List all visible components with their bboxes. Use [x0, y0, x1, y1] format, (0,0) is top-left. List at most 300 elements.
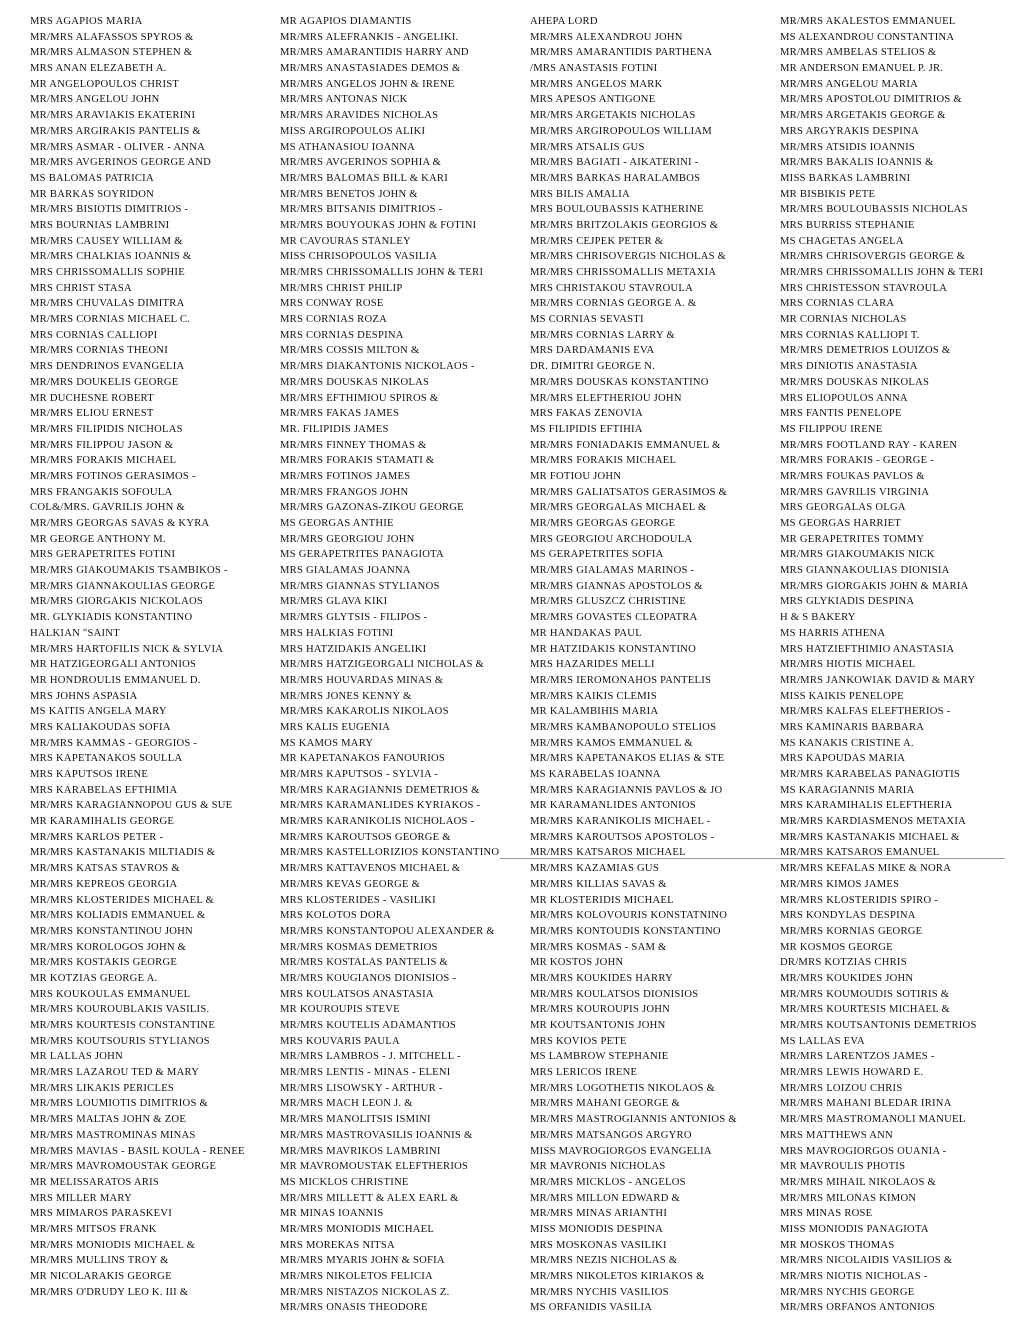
- donor-entry: MR/MRS ORFANOS ANTONIOS: [780, 1302, 935, 1314]
- donor-entry: MR/MRS KOUROUPIS JOHN: [530, 1004, 671, 1016]
- donor-entry: H & S BAKERY: [780, 612, 856, 624]
- donor-entry: MRS BURRISS STEPHANIE: [780, 219, 915, 231]
- donor-entry: MR KOSMOS GEORGE: [780, 941, 893, 953]
- donor-entry: MR/MRS ARGIROPOULOS WILLIAM: [530, 125, 712, 137]
- donor-entry: MR/MRS APOSTOLOU DIMITRIOS &: [780, 94, 962, 106]
- donor-entry: MISS ARGIROPOULOS ALIKI: [280, 125, 426, 137]
- donor-entry: MR/MRS KARLOS PETER -: [30, 831, 164, 843]
- donor-entry: MS KANAKIS CRISTINE A.: [780, 737, 914, 749]
- donor-entry: MR/MRS KIMOS JAMES: [780, 878, 900, 890]
- donor-entry: MR/MRS NISTAZOS NICKOLAS Z.: [280, 1286, 450, 1298]
- donor-entry: MR/MRS GLAVA KIKI: [280, 596, 388, 608]
- donor-entry: MR/MRS MILLETT & ALEX EARL &: [280, 1192, 459, 1204]
- donor-entry: MR/MRS FORAKIS MICHAEL: [530, 455, 677, 467]
- donor-entry: MR/MRS MAVRIKOS LAMBRINI: [280, 1145, 441, 1157]
- donor-entry: MR/MRS FOUKAS PAVLOS &: [780, 470, 925, 482]
- donor-entry: MR/MRS CEJPEK PETER &: [530, 235, 664, 247]
- donor-entry: MS GEORGAS HARRIET: [780, 518, 902, 529]
- donor-entry: MR/MRS KARANIKOLIS MICHAEL -: [530, 816, 711, 828]
- donor-entry: MR/MRS ANTONAS NICK: [280, 94, 408, 106]
- donor-entry: MR/MRS CAUSEY WILLIAM &: [30, 235, 183, 247]
- donor-entry: MRS BOURNIAS LAMBRINI: [30, 219, 170, 231]
- donor-entry: MR/MRS KOUTSOURIS STYLIANOS: [30, 1035, 210, 1047]
- donor-entry: MRS GIALAMAS JOANNA: [280, 565, 411, 577]
- donor-entry: MR/MRS DOUSKAS NIKOLAS: [280, 376, 430, 388]
- donor-entry: MRS KALIAKOUDAS SOFIA: [30, 721, 171, 733]
- donor-entry: MR/MRS KORNIAS GEORGE: [780, 925, 923, 937]
- donor-entry: MR/MRS NYCHIS GEORGE: [780, 1286, 915, 1298]
- donor-entry: MR/MRS MAHANI GEORGE &: [530, 1098, 681, 1110]
- donor-entry: MS CHAGETAS ANGELA: [780, 235, 904, 247]
- donor-entry: MS GERAPETRITES SOFIA: [530, 549, 664, 561]
- donor-entry: MR/MRS LENTIS - MINAS - ELENI: [280, 1067, 451, 1079]
- donor-entry: MR MAVRONIS NICHOLAS: [530, 1161, 666, 1173]
- donor-entry: MR/MRS IEROMONAHOS PANTELIS: [530, 674, 712, 686]
- donor-entry: MR/MRS COSSIS MILTON &: [280, 345, 420, 357]
- donor-entry: MR/MRS AMARANTIDIS PARTHENA: [530, 47, 713, 59]
- donor-entry: MR/MRS KOSTAKIS GEORGE: [30, 957, 178, 969]
- donor-entry: MR/MRS KAMBANOPOULO STELIOS: [530, 721, 717, 733]
- donor-entry: MR MINAS IOANNIS: [280, 1208, 384, 1220]
- donor-entry: MRS AGAPIOS MARIA: [30, 16, 143, 27]
- donor-entry: MRS GEORGALAS OLGA: [780, 502, 906, 514]
- donor-entry: MR/MRS GEORGAS GEORGE: [530, 518, 676, 529]
- donor-entry: MR GERAPETRITES TOMMY: [780, 533, 925, 545]
- donor-entry: MR/MRS MILLON EDWARD &: [530, 1192, 680, 1204]
- donor-entry: MRS FANTIS PENELOPE: [780, 408, 902, 420]
- donor-entry: MR/MRS FILIPPOU JASON &: [30, 439, 174, 451]
- donor-entry: MRS FRANGAKIS SOFOULA: [30, 486, 173, 498]
- donor-entry: MR/MRS KOUROUBLAKIS VASILIS.: [30, 1004, 210, 1016]
- donor-entry: MR AGAPIOS DIAMANTIS: [280, 16, 412, 27]
- donor-entry: MR/MRS ELIOU ERNEST: [30, 408, 154, 420]
- donor-entry: MR/MRS NIKOLETOS KIRIAKOS &: [530, 1271, 705, 1282]
- donor-entry: MR/MRS ATSIDIS IOANNIS: [780, 141, 916, 153]
- donor-entry: MRS MIMAROS PARASKEVI: [30, 1208, 173, 1220]
- donor-entry: MISS BARKAS LAMBRINI: [780, 172, 911, 184]
- donor-entry: MRS KOLOTOS DORA: [280, 910, 391, 922]
- donor-entry: MR/MRS CHRIST PHILIP: [280, 282, 403, 294]
- donor-entry: MR/MRS KOULATSOS DIONISIOS: [530, 988, 699, 1000]
- donor-entry: MR/MRS FORAKIS STAMATI &: [280, 455, 435, 467]
- donor-entry: MR/MRS GIANNAS STYLIANOS: [280, 580, 440, 592]
- donor-entry: MR/MRS BAGIATI - AIKATERINI -: [530, 157, 699, 169]
- donor-entry: MR/MRS KOSMAS DEMETRIOS: [280, 941, 438, 953]
- donor-entry: MRS KAPUTSOS IRENE: [30, 769, 149, 780]
- donor-entry: MR/MRS JANKOWIAK DAVID & MARY: [780, 674, 976, 686]
- donor-entry: MR/MRS LAZAROU TED & MARY: [30, 1067, 200, 1079]
- donor-entry: MR/MRS DOUSKAS KONSTANTINO: [530, 376, 709, 388]
- donor-entry: MRS CORNIAS CALLIOPI: [30, 329, 158, 341]
- donor-entry: MR/MRS O'DRUDY LEO K. III &: [30, 1286, 189, 1298]
- donor-entry: MR/MRS FRANGOS JOHN: [280, 486, 409, 498]
- donor-entry: MR KAPETANAKOS FANOURIOS: [280, 753, 446, 765]
- donor-columns: [30, 14, 1016, 1316]
- donor-entry: MS HARRIS ATHENA: [780, 627, 886, 639]
- donor-entry: MR KLOSTERIDIS MICHAEL: [530, 894, 674, 906]
- donor-entry: MR/MRS HIOTIS MICHAEL: [780, 659, 916, 671]
- donor-entry: MR/MRS KALFAS ELEFTHERIOS -: [780, 706, 951, 718]
- donor-entry: MR/MRS KEVAS GEORGE &: [280, 878, 421, 890]
- donor-entry: MR ANDERSON EMANUEL P. JR.: [780, 63, 944, 75]
- donor-entry: MR/MRS MASTROMINAS MINAS: [30, 1129, 196, 1141]
- donor-entry: MR DUCHESNE ROBERT: [30, 392, 154, 404]
- donor-entry: MR/MRS GIORGAKIS NICKOLAOS: [30, 596, 204, 608]
- donor-entry: MRS APESOS ANTIGONE: [530, 94, 656, 106]
- donor-entry: MR/MRS CHALKIAS IOANNIS &: [30, 251, 192, 263]
- donor-entry: MR/MRS KEPREOS GEORGIA: [30, 878, 178, 890]
- donor-entry: MR/MRS GLUSZCZ CHRISTINE: [530, 596, 687, 608]
- donor-entry: MS BALOMAS PATRICIA: [30, 172, 154, 184]
- donor-entry: MR/MRS FINNEY THOMAS &: [280, 439, 427, 451]
- donor-entry: MR/MRS MAVIAS - BASIL KOULA - RENEE: [30, 1145, 245, 1157]
- donor-entry: MR/MRS MATSANGOS ARGYRO: [530, 1129, 692, 1141]
- donor-entry: MRS KARAMIHALIS ELEFTHERIA: [780, 800, 953, 812]
- donor-entry: MRS DARDAMANIS EVA: [530, 345, 655, 357]
- donor-entry: MR/MRS KOLIADIS EMMANUEL &: [30, 910, 206, 922]
- donor-entry: MR FOTIOU JOHN: [530, 470, 622, 482]
- scan-artifact-line: [500, 858, 1005, 859]
- donor-entry: MS KAMOS MARY: [280, 737, 374, 749]
- donor-entry: MR/MRS MASTROMANOLI MANUEL: [780, 1114, 966, 1126]
- donor-entry: MR/MRS CHUVALAS DIMITRA: [30, 298, 185, 310]
- donor-entry: MRS ARGYRAKIS DESPINA: [780, 125, 919, 137]
- donor-entry: MR/MRS JONES KENNY &: [280, 690, 412, 702]
- donor-entry: MR/MRS KOLOVOURIS KONSTATNINO: [530, 910, 728, 922]
- donor-entry: MRS GEORGIOU ARCHODOULA: [530, 533, 693, 545]
- donor-entry: MRS GIANNAKOULIAS DIONISIA: [780, 565, 950, 577]
- donor-entry: MR/MRS BITSANIS DIMITRIOS -: [280, 204, 443, 216]
- donor-entry: MR/MRS KOUTSANTONIS DEMETRIOS: [780, 1020, 977, 1031]
- donor-entry: MR LALLAS JOHN: [30, 1051, 123, 1063]
- donor-entry: MR/MRS KATTAVENOS MICHAEL &: [280, 863, 461, 875]
- donor-entry: MRS MINAS ROSE: [780, 1208, 873, 1220]
- donor-entry: MR KOUTSANTONIS JOHN: [530, 1020, 666, 1031]
- donor-entry: MISS KAIKIS PENELOPE: [780, 690, 904, 702]
- donor-entry: DR. DIMITRI GEORGE N.: [530, 361, 656, 373]
- donor-entry: MRS MOSKONAS VASILIKI: [530, 1239, 667, 1251]
- donor-entry: MR/MRS KASTANAKIS MICHAEL &: [780, 831, 960, 843]
- donor-entry: MISS MONIODIS DESPINA: [530, 1223, 663, 1235]
- donor-entry: MR/MRS KAROUTSOS APOSTOLOS -: [530, 831, 715, 843]
- donor-entry: MR/MRS NIKOLETOS FELICIA: [280, 1271, 433, 1282]
- donor-entry: MRS CORNIAS DESPINA: [280, 329, 404, 341]
- donor-entry: MRS CORNIAS ROZA: [280, 314, 388, 326]
- donor-entry: MR/MRS KILLIAS SAVAS &: [530, 878, 667, 890]
- donor-entry: MRS CORNIAS KALLIOPI T.: [780, 329, 920, 341]
- donor-entry: MR/MRS HARTOFILIS NICK & SYLVIA: [30, 643, 224, 655]
- donor-entry: DR/MRS KOTZIAS CHRIS: [780, 957, 907, 969]
- donor-entry: MRS KAPETANAKOS SOULLA: [30, 753, 183, 765]
- donor-entry: MR/MRS ANGELOS MARK: [530, 78, 663, 90]
- donor-entry: MS CORNIAS SEVASTI: [530, 314, 644, 326]
- donor-entry: MRS CORNIAS CLARA: [780, 298, 895, 310]
- donor-entry: MR/MRS ALMASON STEPHEN &: [30, 47, 193, 59]
- donor-column-2: [280, 14, 526, 1316]
- donor-entry: MR/MRS ALAFASSOS SPYROS &: [30, 31, 194, 43]
- donor-entry: MR/MRS KEFALAS MIKE & NORA: [780, 863, 952, 875]
- donor-entry: MRS ELIOPOULOS ANNA: [780, 392, 908, 404]
- donor-entry: MRS BOULOUBASSIS KATHERINE: [530, 204, 704, 216]
- donor-entry: MR/MRS KARAGIANNIS PAVLOS & JO: [530, 784, 723, 796]
- donor-entry: MR/MRS MICKLOS - ANGELOS: [530, 1176, 686, 1188]
- donor-entry: MR/MRS NEZIS NICHOLAS &: [530, 1255, 678, 1267]
- donor-entry: MR/MRS CORNIAS LARRY &: [530, 329, 675, 341]
- donor-entry: MR/MRS AMARANTIDIS HARRY AND: [280, 47, 469, 59]
- donor-entry: MS KARAGIANNIS MARIA: [780, 784, 915, 796]
- donor-entry: MR/MRS GIANNAS APOSTOLOS &: [530, 580, 703, 592]
- donor-entry: MR/MRS FONIADAKIS EMMANUEL &: [530, 439, 721, 451]
- donor-entry: MR/MRS KOSMAS - SAM &: [530, 941, 667, 953]
- donor-entry: MR/MRS DOUSKAS NIKOLAS: [780, 376, 930, 388]
- donor-entry: MR/MRS BAKALIS IOANNIS &: [780, 157, 934, 169]
- donor-entry: MR/MRS MACH LEON J. &: [280, 1098, 413, 1110]
- donor-entry: MR/MRS GALIATSATOS GERASIMOS &: [530, 486, 728, 498]
- donor-entry: MR/MRS FOTINOS GERASIMOS -: [30, 470, 196, 482]
- donor-entry: MR/MRS CHRISOVERGIS GEORGE &: [780, 251, 966, 263]
- donor-entry: MR/MRS KARAGIANNIS DEMETRIOS &: [280, 784, 480, 796]
- donor-entry: MR HATZIGEORGALI ANTONIOS: [30, 659, 197, 671]
- donor-entry: MR/MRS BOUYOUKAS JOHN & FOTINI: [280, 219, 477, 231]
- donor-entry: MR/MRS MONIODIS MICHAEL &: [30, 1239, 196, 1251]
- donor-entry: MR/MRS BRITZOLAKIS GEORGIOS &: [530, 219, 719, 231]
- donor-entry: MR. FILIPIDIS JAMES: [280, 423, 389, 435]
- donor-entry: MR/MRS CORNIAS GEORGE A. &: [530, 298, 697, 310]
- donor-entry: MR/MRS MASTROGIANNIS ANTONIOS &: [530, 1114, 737, 1126]
- donor-entry: MR/MRS AVGERINOS SOPHIA &: [280, 157, 442, 169]
- donor-entry: MRS DINIOTIS ANASTASIA: [780, 361, 918, 373]
- donor-entry: MR/MRS MASTROVASILIS IOANNIS &: [280, 1129, 473, 1141]
- donor-entry: MR/MRS KAMMAS - GEORGIOS -: [30, 737, 198, 749]
- donor-entry: MRS HATZIEFTHIMIO ANASTASIA: [780, 643, 955, 655]
- donor-entry: MRS BILIS AMALIA: [530, 188, 630, 200]
- donor-entry: MR/MRS DOUKELIS GEORGE: [30, 376, 179, 388]
- donor-entry: MR/MRS ELEFTHERIOU JOHN: [530, 392, 682, 404]
- donor-entry: MR/MRS ALEXANDROU JOHN: [530, 31, 683, 43]
- donor-entry: MR/MRS ARGETAKIS GEORGE &: [780, 110, 946, 122]
- donor-entry: MR/MRS GIORGAKIS JOHN & MARIA: [780, 580, 969, 592]
- donor-entry: MR/MRS GAVRILIS VIRGINIA: [780, 486, 930, 498]
- donor-entry: MR/MRS GAZONAS-ZIKOU GEORGE: [280, 502, 464, 514]
- donor-entry: MR/MRS BENETOS JOHN &: [280, 188, 418, 200]
- donor-entry: MR HONDROULIS EMMANUEL D.: [30, 674, 201, 686]
- donor-entry: MRS CHRISSOMALLIS SOPHIE: [30, 267, 185, 278]
- donor-entry: MR/MRS KAZAMIAS GUS: [530, 863, 659, 875]
- donor-entry: AHEPA LORD: [530, 16, 598, 27]
- donor-entry: MR/MRS BALOMAS BILL & KARI: [280, 172, 448, 184]
- donor-entry: MR MELISSARATOS ARIS: [30, 1176, 160, 1188]
- donor-entry: MR/MRS GEORGIOU JOHN: [280, 533, 415, 545]
- donor-entry: MR MAVROULIS PHOTIS: [780, 1161, 906, 1173]
- donor-entry: MR/MRS GLYTSIS - FILIPOS -: [280, 612, 428, 624]
- donor-entry: MRS HATZIDAKIS ANGELIKI: [280, 643, 427, 655]
- donor-entry: MR/MRS ARGIRAKIS PANTELIS &: [30, 125, 201, 137]
- donor-entry: MR/MRS CHRISOVERGIS NICHOLAS &: [530, 251, 727, 263]
- donor-entry: MR/MRS KATSAS STAVROS &: [30, 863, 180, 875]
- donor-entry: MR KALAMBIHIS MARIA: [530, 706, 659, 718]
- donor-entry: MR/MRS LIKAKIS PERICLES: [30, 1082, 175, 1094]
- donor-entry: MR/MRS AMBELAS STELIOS &: [780, 47, 937, 59]
- donor-entry: MR/MRS ONASIS THEODORE: [280, 1302, 428, 1314]
- donor-entry: MRS GERAPETRITES FOTINI: [30, 549, 176, 561]
- donor-entry: MR KOSTOS JOHN: [530, 957, 624, 969]
- donor-entry: MR/MRS HOUVARDAS MINAS &: [280, 674, 444, 686]
- donor-entry: MR/MRS KATSAROS EMANUEL: [780, 847, 940, 859]
- donor-entry: /MRS ANASTASIS FOTINI: [530, 63, 658, 75]
- donor-entry: MR/MRS KONSTANTOPOU ALEXANDER &: [280, 925, 495, 937]
- donor-entry: MR/MRS FORAKIS - GEORGE -: [780, 455, 934, 467]
- donor-entry: MR/MRS MAHANI BLEDAR IRINA: [780, 1098, 952, 1110]
- donor-entry: MR/MRS BISIOTIS DIMITRIOS -: [30, 204, 189, 216]
- donor-entry: MR MAVROMOUSTAK ELEFTHERIOS: [280, 1161, 469, 1173]
- donor-entry: MS FILIPIDIS EFTIHIA: [530, 423, 643, 435]
- donor-entry: MR/MRS KONSTANTINOU JOHN: [30, 925, 193, 937]
- donor-entry: MR CAVOURAS STANLEY: [280, 235, 411, 247]
- donor-entry: MRS KOULATSOS ANASTASIA: [280, 988, 434, 1000]
- donor-entry: MR/MRS ASMAR - OLIVER - ANNA: [30, 141, 206, 153]
- donor-entry: MRS MATTHEWS ANN: [780, 1129, 893, 1141]
- donor-entry: MR/MRS KOURTESIS CONSTANTINE: [30, 1020, 216, 1031]
- donor-entry: MR/MRS CORNIAS THEONI: [30, 345, 169, 357]
- donor-entry: MR KARAMIHALIS GEORGE: [30, 816, 175, 828]
- donor-entry: MRS HALKIAS FOTINI: [280, 627, 394, 639]
- donor-entry: MR/MRS GIAKOUMAKIS NICK: [780, 549, 935, 561]
- donor-entry: MR/MRS LEWIS HOWARD E.: [780, 1067, 924, 1079]
- donor-entry: MR/MRS KOURTESIS MICHAEL &: [780, 1004, 950, 1016]
- donor-entry: MR/MRS KAROUTSOS GEORGE &: [280, 831, 451, 843]
- donor-entry: MR/MRS MIHAIL NIKOLAOS &: [780, 1176, 936, 1188]
- donor-entry: MR/MRS LOGOTHETIS NIKOLAOS &: [530, 1082, 716, 1094]
- donor-entry: MR/MRS LAMBROS - J. MITCHELL -: [280, 1051, 461, 1063]
- donor-entry: MR/MRS FAKAS JAMES: [280, 408, 400, 420]
- donor-entry: MS MICKLOS CHRISTINE: [280, 1176, 409, 1188]
- donor-entry: MRS FAKAS ZENOVIA: [530, 408, 643, 420]
- donor-entry: MR/MRS NIOTIS NICHOLAS -: [780, 1271, 928, 1282]
- donor-entry: MISS MAVROGIORGOS EVANGELIA: [530, 1145, 712, 1157]
- donor-entry: MR/MRS KAIKIS CLEMIS: [530, 690, 657, 702]
- donor-entry: MR/MRS LOUMIOTIS DIMITRIOS &: [30, 1098, 208, 1110]
- donor-entry: MS LALLAS EVA: [780, 1035, 865, 1047]
- donor-entry: MR/MRS MAVROMOUSTAK GEORGE: [30, 1161, 217, 1173]
- donor-entry: MR/MRS CHRISSOMALLIS JOHN & TERI: [280, 267, 484, 278]
- donor-entry: MR/MRS KOSTALAS PANTELIS &: [280, 957, 449, 969]
- donor-entry: MR NICOLARAKIS GEORGE: [30, 1271, 172, 1282]
- donor-entry: MR/MRS KAPUTSOS - SYLVIA -: [280, 769, 438, 780]
- donor-entry: MR/MRS MONIODIS MICHAEL: [280, 1223, 435, 1235]
- donor-entry: MR/MRS KARDIASMENOS METAXIA: [780, 816, 967, 828]
- donor-entry: MRS KLOSTERIDES - VASILIKI: [280, 894, 436, 906]
- donor-entry: MR/MRS ATSALIS GUS: [530, 141, 645, 153]
- donor-entry: MR/MRS KARABELAS PANAGIOTIS: [780, 769, 961, 780]
- donor-entry: MR/MRS MULLINS TROY &: [30, 1255, 169, 1267]
- donor-entry: MR/MRS KOUMOUDIS SOTIRIS &: [780, 988, 950, 1000]
- donor-entry: MR/MRS LARENTZOS JAMES -: [780, 1051, 935, 1063]
- donor-entry: MR/MRS LISOWSKY - ARTHUR -: [280, 1082, 443, 1094]
- donor-entry: MR/MRS MYARIS JOHN & SOFIA: [280, 1255, 445, 1267]
- donor-entry: MR BISBIKIS PETE: [780, 188, 876, 200]
- donor-entry: MR/MRS NYCHIS VASILIOS: [530, 1286, 669, 1298]
- donor-column-4: [780, 14, 1024, 1316]
- donor-entry: MR/MRS KASTELLORIZIOS KONSTANTINO: [280, 847, 500, 859]
- donor-entry: MRS HAZARIDES MELLI: [530, 659, 655, 671]
- donor-entry: MR/MRS KOUTELIS ADAMANTIOS: [280, 1020, 457, 1031]
- donor-entry: MS FILIPPOU IRENE: [780, 423, 883, 435]
- donor-entry: MR/MRS ALEFRANKIS - ANGELIKI.: [280, 31, 459, 43]
- donor-entry: MS LAMBROW STEPHANIE: [530, 1051, 669, 1063]
- donor-entry: MS GEORGAS ANTHIE: [280, 518, 394, 529]
- donor-entry: MR MOSKOS THOMAS: [780, 1239, 895, 1251]
- donor-entry: MR/MRS KASTANAKIS MILTIADIS &: [30, 847, 216, 859]
- donor-entry: MR/MRS KONTOUDIS KONSTANTINO: [530, 925, 721, 937]
- donor-entry: MR/MRS ANGELOS JOHN & IRENE: [280, 78, 455, 90]
- donor-entry: MR HATZIDAKIS KONSTANTINO: [530, 643, 697, 655]
- donor-entry: MRS KALIS EUGENIA: [280, 721, 391, 733]
- donor-entry: MRS KOUKOULAS EMMANUEL: [30, 988, 191, 1000]
- donor-entry: MR ANGELOPOULOS CHRIST: [30, 78, 180, 90]
- donor-entry: MRS CHRIST STASA: [30, 282, 132, 294]
- donor-entry: MR/MRS AKALESTOS EMMANUEL: [780, 16, 956, 27]
- donor-entry: MR/MRS NICOLAIDIS VASILIOS &: [780, 1255, 953, 1267]
- donor-entry: MR/MRS DEMETRIOS LOUIZOS &: [780, 345, 951, 357]
- donor-entry: MR/MRS EFTHIMIOU SPIROS &: [280, 392, 439, 404]
- donor-entry: MR. GLYKIADIS KONSTANTINO: [30, 612, 193, 624]
- donor-entry: MR/MRS GIALAMAS MARINOS -: [530, 565, 695, 577]
- donor-entry: MR/MRS KOROLOGOS JOHN &: [30, 941, 187, 953]
- donor-entry: COL&/MRS. GAVRILIS JOHN &: [30, 502, 185, 514]
- donor-entry: MRS MOREKAS NITSA: [280, 1239, 395, 1251]
- donor-entry: MRS LERICOS IRENE: [530, 1067, 638, 1079]
- donor-entry: MRS KAPOUDAS MARIA: [780, 753, 906, 765]
- donor-entry: MR/MRS BARKAS HARALAMBOS: [530, 172, 701, 184]
- donor-entry: MISS MONIODIS PANAGIOTA: [780, 1223, 929, 1235]
- donor-entry: MR/MRS MALTAS JOHN & ZOE: [30, 1114, 187, 1126]
- donor-entry: MR/MRS GEORGALAS MICHAEL &: [530, 502, 707, 514]
- donor-entry: MS ATHANASIOU IOANNA: [280, 141, 416, 153]
- donor-entry: MR/MRS ARGETAKIS NICHOLAS: [530, 110, 696, 122]
- donor-entry: MR/MRS LOIZOU CHRIS: [780, 1082, 903, 1094]
- donor-entry: MR/MRS KOUGIANOS DIONISIOS -: [280, 972, 457, 984]
- donor-entry: MR/MRS KLOSTERIDES MICHAEL &: [30, 894, 215, 906]
- donor-entry: MR/MRS KARAGIANNOPOU GUS & SUE: [30, 800, 233, 812]
- donor-entry: MR/MRS MINAS ARIANTHI: [530, 1208, 668, 1220]
- donor-entry: MS KARABELAS IOANNA: [530, 769, 661, 780]
- donor-entry: MRS MILLER MARY: [30, 1192, 133, 1204]
- donor-entry: MR/MRS AVGERINOS GEORGE AND: [30, 157, 212, 169]
- donor-entry: MR/MRS ANGELOU JOHN: [30, 94, 160, 106]
- donor-entry: MS ALEXANDROU CONSTANTINA: [780, 31, 955, 43]
- donor-entry: MRS CONWAY ROSE: [280, 298, 384, 310]
- donor-entry: MS KAITIS ANGELA MARY: [30, 706, 167, 718]
- donor-entry: MR/MRS GIANNAKOULIAS GEORGE: [30, 580, 216, 592]
- donor-entry: MR/MRS MITSOS FRANK: [30, 1223, 157, 1235]
- donor-entry: MR GEORGE ANTHONY M.: [30, 533, 166, 545]
- donor-entry: MR KOTZIAS GEORGE A.: [30, 972, 158, 984]
- donor-entry: MRS KAMINARIS BARBARA: [780, 721, 925, 733]
- donor-entry: MRS MAVROGIORGOS OUANIA -: [780, 1145, 947, 1157]
- donor-entry: MRS ANAN ELEZABETH A.: [30, 63, 167, 75]
- donor-entry: MR/MRS ANGELOU MARIA: [780, 78, 919, 90]
- donor-entry: MR BARKAS SOYRIDON: [30, 188, 154, 200]
- donor-column-3: [530, 14, 776, 1316]
- donor-entry: MR/MRS KARANIKOLIS NICHOLAOS -: [280, 816, 475, 828]
- donor-entry: MR KOUROUPIS STEVE: [280, 1004, 400, 1016]
- donor-entry: MRS CHRISTAKOU STAVROULA: [530, 282, 694, 294]
- donor-entry: MR/MRS KAMOS EMMANUEL &: [530, 737, 693, 749]
- donor-entry: MR/MRS KOUKIDES JOHN: [780, 972, 914, 984]
- donor-entry: MRS DENDRINOS EVANGELIA: [30, 361, 185, 373]
- donor-entry: MISS CHRISOPOULOS VASILIA: [280, 251, 438, 263]
- donor-entry: MR/MRS BOULOUBASSIS NICHOLAS: [780, 204, 968, 216]
